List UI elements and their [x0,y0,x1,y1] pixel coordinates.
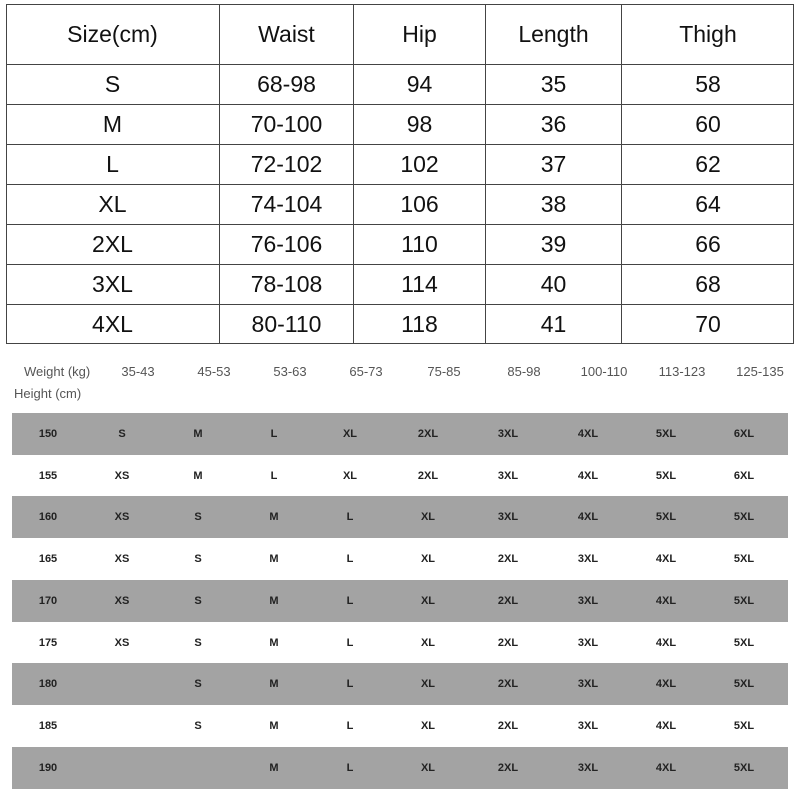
size-table-row [6,64,794,104]
recommended-size: S [194,678,202,691]
size-table-cell: 72-102 [220,144,354,184]
recommended-size: M [269,511,279,524]
height-value: 160 [38,511,58,524]
recommended-size: L [346,511,354,524]
recommendation-row [12,622,788,664]
recommended-size: 4XL [655,719,677,732]
recommended-size: XS [114,511,130,524]
size-table-header-cell: Size(cm) [6,4,220,64]
size-table-cell: 58 [695,70,721,97]
recommendation-row [12,496,788,538]
recommended-size: 5XL [733,511,755,524]
size-table-cell: 37 [486,144,622,184]
recommended-size: L [270,428,278,440]
recommended-size: M [269,636,279,649]
recommended-size: S [194,553,202,566]
size-table-cell: 62 [695,150,721,177]
size-table-cell: 3XL [6,264,220,304]
recommended-size: 2XL [497,761,519,774]
weight-range-label: 125-135 [736,364,784,379]
size-table-cell: 114 [354,264,486,304]
height-value: 155 [38,469,58,482]
recommended-size: 5XL [655,511,677,524]
recommended-size: XL [342,469,358,482]
size-table-row [6,224,794,264]
weight-axis-label: Weight (kg) [24,364,91,379]
recommended-size: M [193,428,203,440]
size-table-cell: 68 [695,270,721,297]
recommended-size: S [194,636,202,649]
size-table-cell: 70-100 [220,104,354,144]
height-value: 185 [38,719,58,732]
size-table-row [6,264,794,304]
size-table-header-cell: Hip [354,4,486,64]
recommendation-row [12,455,788,497]
size-table-cell: 98 [354,104,486,144]
size-table-cell: XL [6,184,220,224]
weight-range-label: 113-123 [658,364,706,379]
recommended-size: S [194,719,202,732]
recommended-size: 4XL [577,469,599,482]
recommended-size: XS [114,636,130,649]
size-table-cell: 4XL [6,304,220,344]
size-table-cell: 41 [486,304,622,344]
size-table-row [6,184,794,224]
recommended-size: XL [420,636,436,649]
recommended-size: 2XL [497,553,519,566]
height-value: 150 [38,428,58,440]
recommendation-row [12,413,788,455]
size-table-row [6,304,794,344]
size-table-header-cell: Length [486,4,622,64]
recommendation-row [12,705,788,747]
size-table-cell: 64 [695,190,721,217]
recommendation-row [12,663,788,705]
height-axis-label: Height (cm) [14,386,82,401]
recommended-size: 3XL [497,469,519,482]
size-table-cell: 2XL [6,224,220,264]
recommended-size: L [346,678,354,691]
recommended-size: 5XL [733,678,755,691]
recommended-size: 2XL [497,636,519,649]
recommended-size: XS [114,553,130,566]
recommended-size: S [194,594,202,607]
recommended-size: S [118,428,126,440]
size-table-cell: 94 [354,64,486,104]
recommended-size: 4XL [577,511,599,524]
recommended-size: 2XL [497,594,519,607]
size-table-cell: 110 [354,224,486,264]
recommended-size: M [269,719,279,732]
recommended-size: XL [420,594,436,607]
size-table-cell: 60 [695,110,721,137]
size-table-cell: 106 [354,184,486,224]
size-table-cell: 35 [486,64,622,104]
recommended-size: XL [342,428,358,440]
height-value: 165 [38,553,58,566]
size-table-row [6,104,794,144]
recommended-size: 3XL [577,719,599,732]
recommended-size: L [346,636,354,649]
recommended-size: M [269,678,279,691]
recommended-size: 2XL [417,428,439,440]
recommended-size: 3XL [577,636,599,649]
size-table-cell: 68-98 [220,64,354,104]
recommendation-row [12,580,788,622]
recommended-size: 4XL [655,636,677,649]
recommended-size: 4XL [655,678,677,691]
recommended-size: L [346,553,354,566]
size-table-cell: 102 [354,144,486,184]
recommended-size: 4XL [655,761,677,774]
recommended-size: 5XL [733,594,755,607]
size-table-cell: 76-106 [220,224,354,264]
size-table-cell: S [6,64,220,104]
recommended-size: XL [420,719,436,732]
recommended-size: M [269,594,279,607]
size-table [6,4,794,344]
weight-range-label: 85-98 [507,364,541,379]
recommended-size: 6XL [733,428,755,440]
recommended-size: XL [420,553,436,566]
height-value: 170 [38,594,58,607]
recommendation-header [0,360,800,404]
recommended-size: L [346,761,354,774]
size-table-cell: 80-110 [220,304,354,344]
recommended-size: 2XL [497,719,519,732]
recommendation-row [12,747,788,789]
size-table-cell: 118 [354,304,486,344]
size-table-row [6,144,794,184]
size-table-cell: M [6,104,220,144]
recommended-size: 2XL [417,469,439,482]
size-table-cell: 38 [486,184,622,224]
size-table-header-row [6,4,794,64]
recommended-size: L [346,594,354,607]
recommended-size: 3XL [497,511,519,524]
recommended-size: 5XL [733,761,755,774]
size-table-cell: 70 [695,310,721,337]
height-value: 180 [38,678,58,691]
recommended-size: L [346,719,354,732]
weight-range-label: 65-73 [349,364,383,379]
recommended-size: 4XL [655,553,677,566]
size-table-cell: 78-108 [220,264,354,304]
recommended-size: 3XL [577,761,599,774]
height-value: 175 [38,636,58,649]
recommendation-row [12,538,788,580]
recommended-size: M [193,469,203,482]
size-table-cell: 36 [486,104,622,144]
size-table-header-cell: Waist [220,4,354,64]
weight-range-label: 35-43 [121,364,155,379]
recommended-size: 5XL [733,553,755,566]
recommended-size: XL [420,678,436,691]
recommended-size: 4XL [577,428,599,440]
weight-range-label: 75-85 [427,364,461,379]
size-recommendation-table [12,413,788,789]
recommended-size: M [269,553,279,566]
recommended-size: 4XL [655,594,677,607]
recommended-size: 3XL [577,678,599,691]
recommended-size: XS [114,469,130,482]
recommended-size: 6XL [733,469,755,482]
recommended-size: XS [114,594,130,607]
recommended-size: S [194,511,202,524]
recommended-size: 3XL [577,594,599,607]
weight-range-label: 100-110 [580,364,628,379]
recommended-size: 3XL [577,553,599,566]
height-value: 190 [38,761,58,774]
size-table-cell: L [6,144,220,184]
recommended-size: XL [420,511,436,524]
recommended-size: 2XL [497,678,519,691]
recommended-size: M [269,761,279,774]
recommended-size: 3XL [497,428,519,440]
recommended-size: L [270,469,278,482]
size-table-header-cell: Thigh [679,20,737,47]
weight-range-label: 45-53 [197,364,231,379]
recommended-size: 5XL [733,636,755,649]
weight-range-label: 53-63 [273,364,307,379]
size-table-cell: 39 [486,224,622,264]
recommended-size: 5XL [655,469,677,482]
recommended-size: 5XL [655,428,677,440]
size-table-cell: 66 [695,230,721,257]
size-table-cell: 74-104 [220,184,354,224]
recommended-size: 5XL [733,719,755,732]
recommended-size: XL [420,761,436,774]
size-table-cell: 40 [486,264,622,304]
